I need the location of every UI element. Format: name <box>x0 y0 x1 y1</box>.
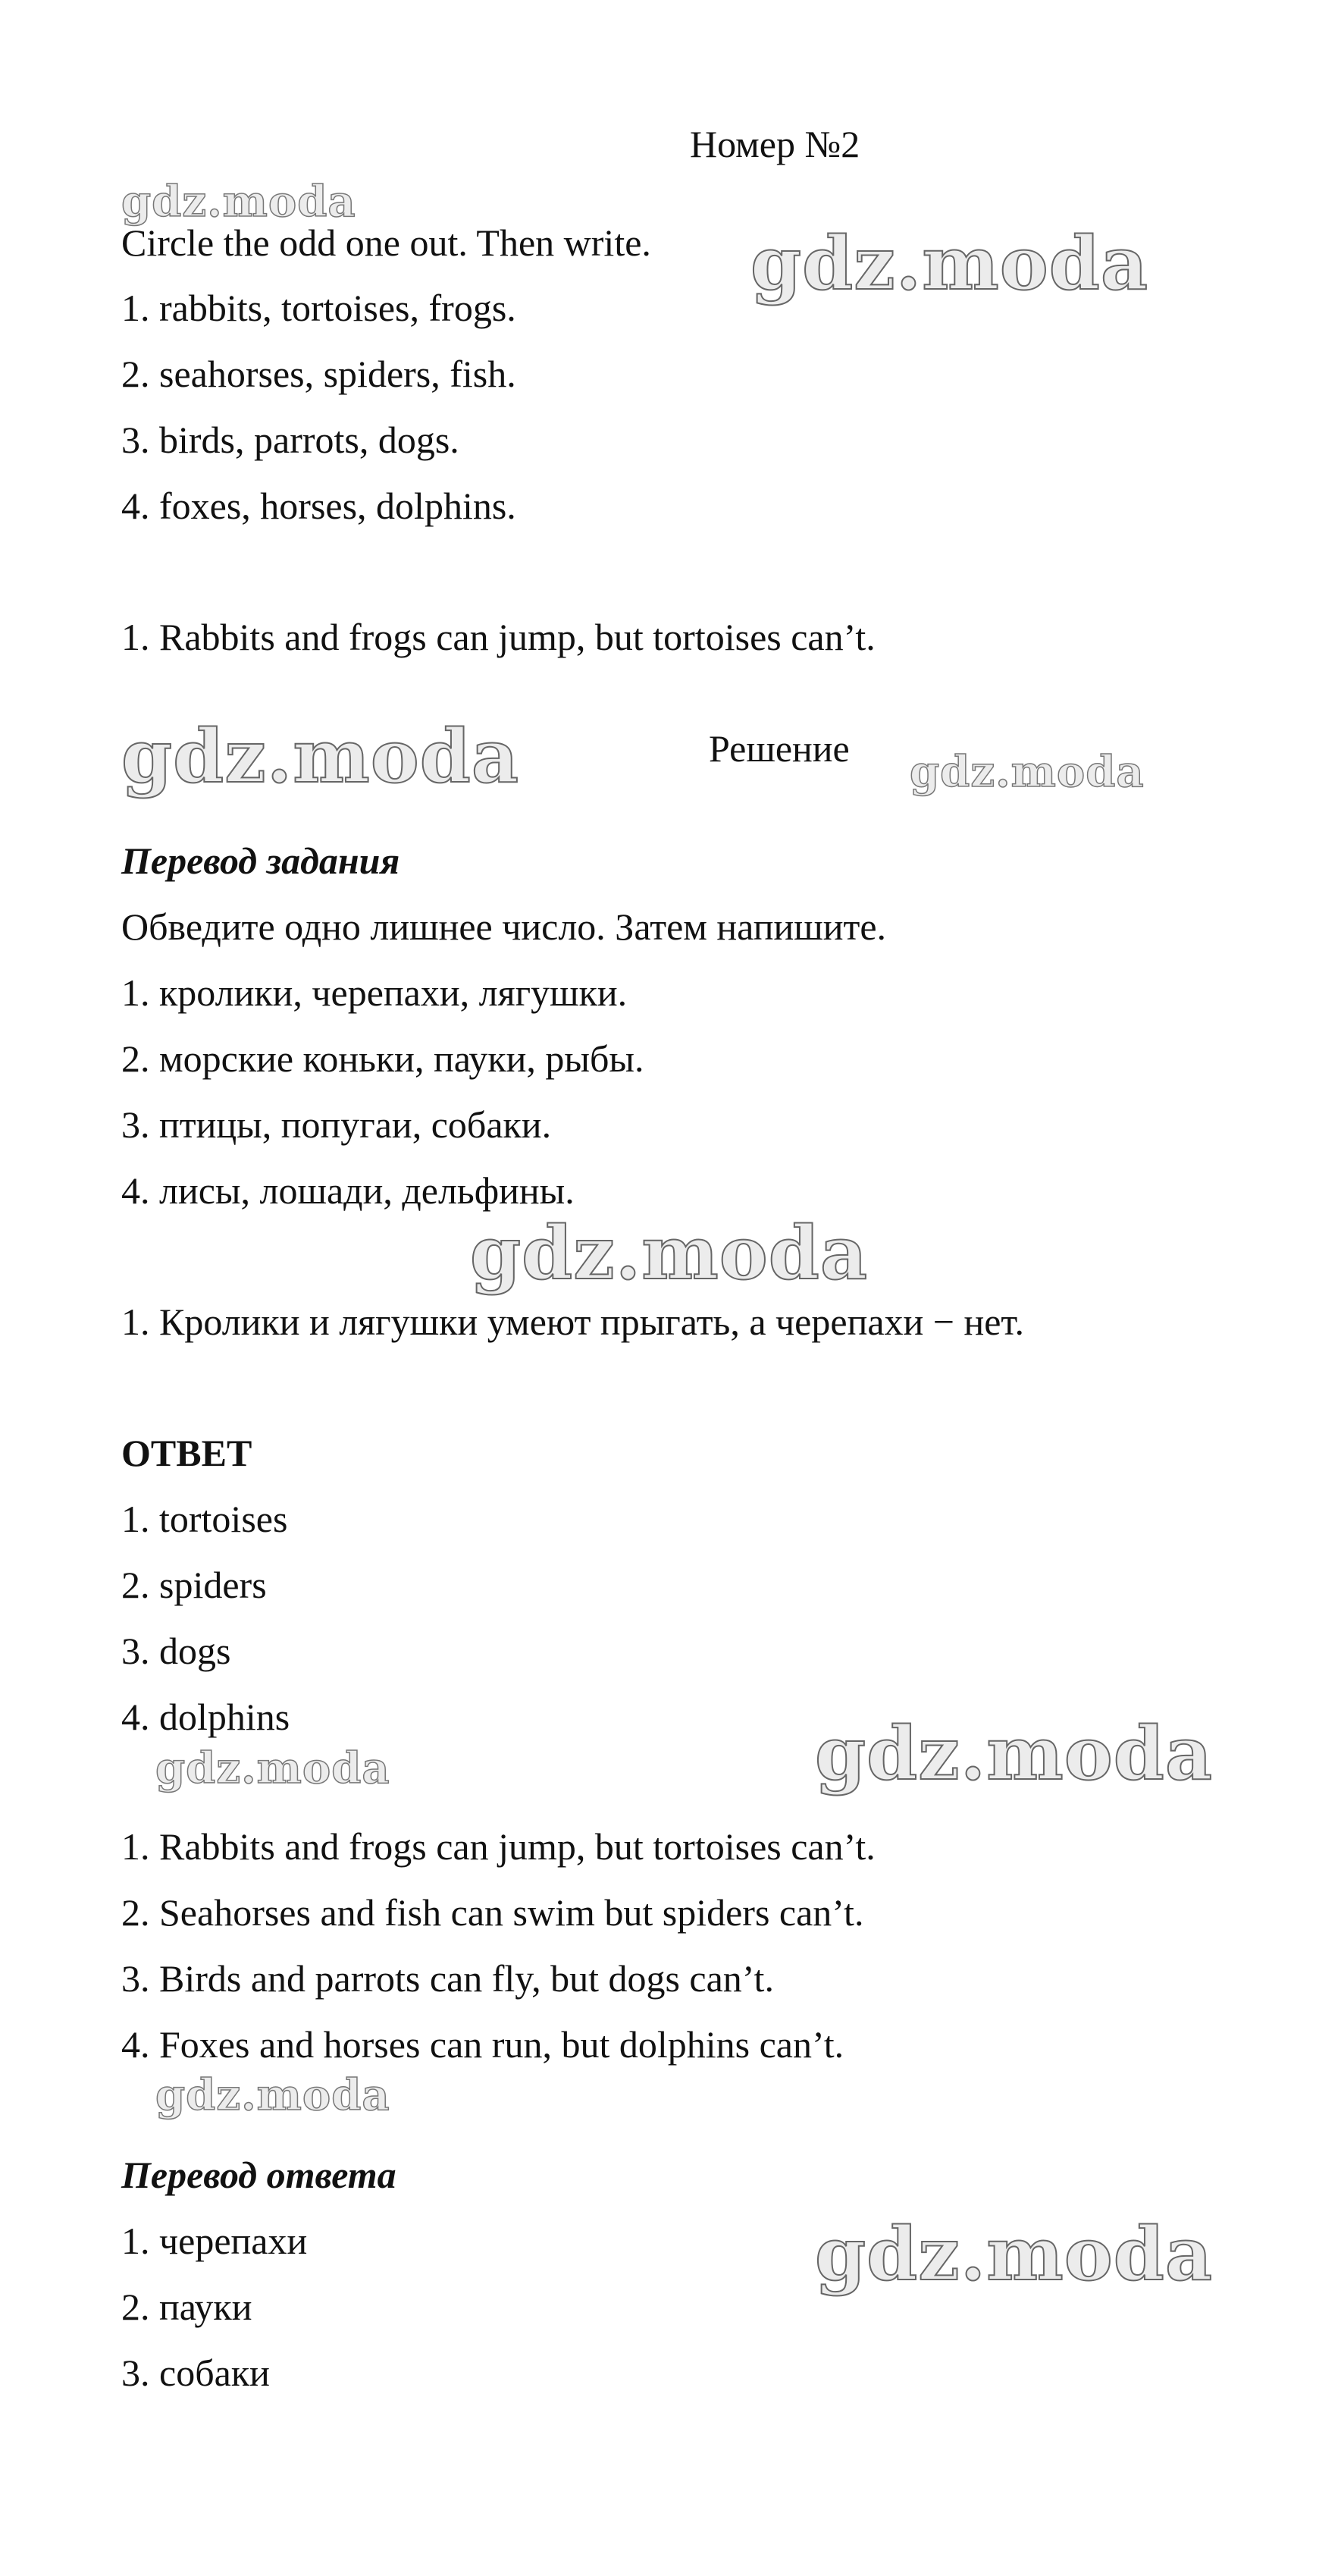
answer-odd-item: 3. dogs <box>121 1630 231 1672</box>
answer-translation-item: 2. пауки <box>121 2286 252 2328</box>
task-translation-item: 2. морские коньки, пауки, рыбы. <box>121 1037 644 1080</box>
answer-sentence: 3. Birds and parrots can fly, but dogs can’t. <box>121 1957 774 2000</box>
task-translation-item: 3. птицы, попугаи, собаки. <box>121 1103 552 1146</box>
task-translation-item: 1. кролики, черепахи, лягушки. <box>121 971 628 1014</box>
page-title: Номер №2 <box>690 123 860 165</box>
task-item: 1. rabbits, tortoises, frogs. <box>121 287 516 329</box>
answer-odd-item: 2. spiders <box>121 1564 267 1606</box>
watermark: gdz.moda <box>815 2211 1214 2297</box>
task-item: 2. seahorses, spiders, fish. <box>121 353 516 395</box>
watermark: gdz.moda <box>470 1210 869 1296</box>
watermark: gdz.moda <box>121 714 520 799</box>
task-translation-item: 4. лисы, лошади, дельфины. <box>121 1169 575 1212</box>
solution-label: Решение <box>709 727 850 770</box>
task-translation-example: 1. Кролики и лягушки умеют прыгать, а черепахи − нет. <box>121 1301 1025 1343</box>
answer-odd-item: 4. dolphins <box>121 1696 290 1738</box>
watermark: gdz.moda <box>121 177 356 227</box>
task-example: 1. Rabbits and frogs can jump, but tortoises can’t. <box>121 616 876 658</box>
watermark: gdz.moda <box>155 1743 390 1793</box>
watermark: gdz.moda <box>910 747 1145 797</box>
task-item: 3. birds, parrots, dogs. <box>121 419 459 461</box>
answer-sentence: 4. Foxes and horses can run, but dolphins can’t. <box>121 2023 844 2066</box>
answer-translation-item: 1. черепахи <box>121 2220 308 2262</box>
answer-sentence: 2. Seahorses and fish can swim but spiders can’t. <box>121 1891 864 1934</box>
task-item: 4. foxes, horses, dolphins. <box>121 485 516 527</box>
watermark: gdz.moda <box>155 2070 390 2120</box>
task-translation-instruction: Обведите одно лишнее число. Затем напишите. <box>121 905 887 948</box>
answer-heading: ОТВЕТ <box>121 1432 252 1474</box>
answer-odd-item: 1. tortoises <box>121 1498 288 1540</box>
answer-translation-item: 3. собаки <box>121 2352 270 2394</box>
watermark: gdz.moda <box>815 1711 1214 1796</box>
answer-sentence: 1. Rabbits and frogs can jump, but tortoises can’t. <box>121 1825 876 1868</box>
task-translation-heading: Перевод задания <box>121 839 400 882</box>
watermark: gdz.moda <box>750 221 1149 306</box>
answer-translation-heading: Перевод ответа <box>121 2154 396 2196</box>
task-instruction: Circle the odd one out. Then write. <box>121 221 651 264</box>
